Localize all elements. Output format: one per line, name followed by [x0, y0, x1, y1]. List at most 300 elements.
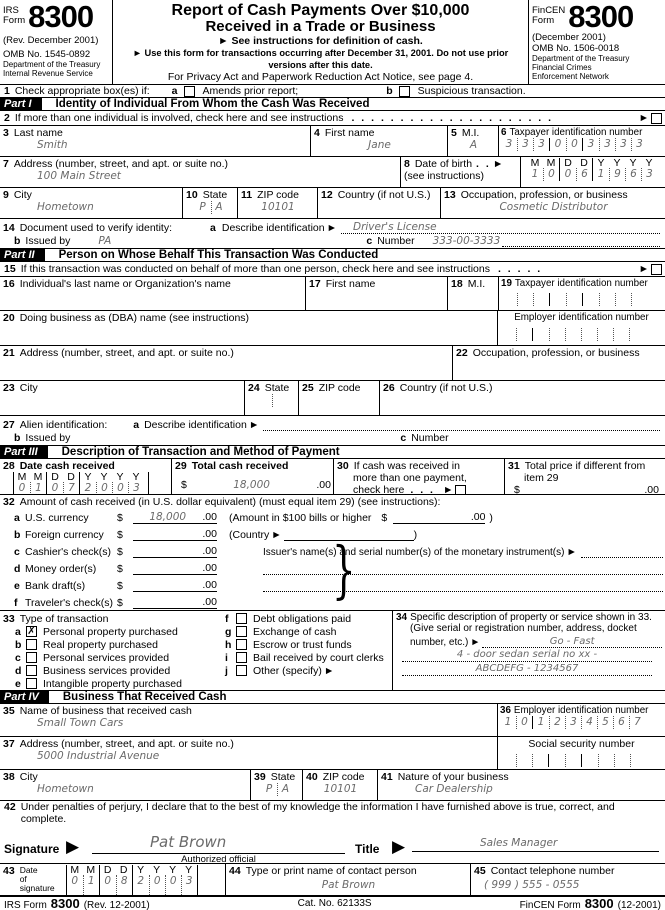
line-1 — [0, 84, 665, 97]
checkbox-exchange-of-cash[interactable] — [236, 626, 247, 637]
digit: 5 — [597, 716, 613, 729]
field-44-contact-person — [225, 864, 470, 895]
checkbox-suspicious-transaction[interactable] — [399, 86, 410, 97]
digit: P — [199, 201, 206, 213]
row-21-22 — [0, 345, 665, 380]
checkbox-multiple-payments[interactable] — [455, 485, 466, 495]
field-33c-tag: c — [15, 651, 21, 664]
field-7-number: 7 — [3, 158, 9, 170]
field-33i-label: Bail received by court clerks — [253, 651, 384, 664]
field-31-total-price — [504, 459, 665, 494]
row-37 — [0, 736, 665, 769]
field-33c-label: Personal services provided — [43, 651, 170, 664]
checkbox-bail-received[interactable] — [236, 652, 247, 663]
checkbox-personal-services[interactable] — [26, 652, 37, 663]
field-12-label: Country (if not U.S.) — [337, 189, 431, 201]
irs-form-word: Form — [3, 14, 26, 26]
field-6-number: 6 — [501, 127, 507, 138]
field-32e-tag: e — [14, 580, 20, 592]
field-18-label: M.I. — [467, 278, 486, 290]
field-14a-label: Describe identification — [221, 222, 325, 234]
digit: 6 — [576, 168, 592, 181]
field-45-contact-phone — [470, 864, 665, 895]
digit: 3 — [615, 138, 631, 151]
field-20-dba — [0, 311, 497, 345]
part-1-tag: Part I — [0, 98, 42, 110]
digit: 0 — [51, 482, 59, 494]
digit: P — [265, 783, 273, 795]
field-32a-value: 18,000 — [149, 511, 187, 523]
field-10-label: State — [202, 189, 228, 201]
row-16-19 — [0, 276, 665, 310]
field-32b-extra: (Country — [229, 529, 270, 541]
field-44-label: Type or print name of contact person — [245, 865, 417, 877]
irs-dept: Department of the Treasury — [3, 60, 101, 69]
field-20-number: 20 — [3, 312, 15, 324]
digit: 0 — [18, 482, 26, 494]
section-33-34 — [0, 610, 665, 690]
field-33-label: Type of transaction — [19, 612, 109, 625]
digit: 0 — [543, 168, 559, 181]
field-43-digits — [66, 865, 198, 895]
ein-label: Employer identification number — [514, 312, 649, 323]
field-22-label: Occupation, profession, or business — [472, 347, 640, 359]
line-15-dot-leader: . . . . . — [497, 263, 543, 275]
field-27b-tag: b — [14, 432, 21, 444]
digit: 7 — [63, 482, 79, 494]
right-arrow-icon: ► — [442, 484, 454, 494]
field-38-value: Hometown — [37, 783, 94, 795]
form-title-line2: Received in a Trade or Business — [205, 18, 436, 35]
field-23-city — [0, 381, 244, 415]
footer-fincen-pre: FinCEN Form — [519, 900, 581, 910]
dollar-sign: $ — [514, 484, 520, 494]
field-11-number: 11 — [241, 189, 253, 201]
field-6-label: Taxpayer identification number — [509, 127, 643, 138]
field-36-label: Employer identification number — [513, 705, 649, 716]
checkbox-real-property[interactable] — [26, 639, 37, 650]
field-26-label: Country (if not U.S.) — [399, 382, 493, 394]
field-6-digits — [501, 138, 663, 151]
field-40-value: 10101 — [323, 783, 358, 795]
field-14-label: Document used to verify identity: — [19, 222, 173, 234]
field-38-city — [0, 770, 250, 800]
field-45-value: ( 999 ) 555 - 0555 — [484, 879, 580, 891]
digit: 3 — [517, 138, 533, 151]
right-arrow-icon: ► — [248, 419, 260, 431]
field-13-occupation — [440, 188, 665, 218]
footer-cat-number: Cat. No. 62133S — [297, 898, 372, 909]
field-40-zip — [302, 770, 377, 800]
line-1a-label: Amends prior report; — [202, 85, 299, 97]
field-14a-value: Driver's License — [352, 221, 437, 233]
field-19-tin — [498, 277, 665, 310]
digit: 7 — [629, 716, 645, 729]
date-header: Y — [132, 471, 140, 483]
checkbox-amends-prior-report[interactable] — [184, 86, 195, 97]
date-header: Y — [185, 864, 193, 876]
date-header: Y — [137, 864, 145, 876]
field-16-label: Individual's last name or Organization's name — [19, 278, 231, 290]
right-arrow-icon: ► — [271, 529, 282, 541]
field-29-label: Total cash received — [191, 460, 289, 472]
field-32c-label: Cashier's check(s) — [25, 546, 112, 558]
dollar-sign: $ — [117, 529, 123, 541]
field-39-state — [250, 770, 302, 800]
privacy-act-line: For Privacy Act and Paperwork Reduction Act Notice, see page 4. — [167, 71, 474, 83]
field-26-number: 26 — [383, 382, 395, 394]
date-header: Y — [613, 157, 621, 169]
dollar-sign: $ — [117, 512, 123, 524]
field-34-description — [392, 611, 665, 690]
field-5-value: A — [469, 139, 478, 151]
digit: 0 — [112, 482, 128, 494]
digit: 1 — [504, 716, 512, 728]
line-1b-label: Suspicious transaction. — [417, 85, 526, 97]
right-arrow-icon: ► — [566, 546, 577, 558]
field-29-value: 18,000 — [233, 479, 270, 491]
dotted-line — [581, 547, 663, 558]
footer-irs — [4, 896, 150, 910]
field-44-value: Pat Brown — [321, 879, 376, 891]
field-36-ein — [497, 704, 665, 736]
date-header: Y — [629, 157, 637, 169]
digit: 0 — [104, 875, 112, 887]
title-label: Title — [355, 842, 380, 856]
date-header: M — [17, 471, 27, 483]
field-27a-tag: a — [133, 419, 140, 431]
field-37-value: 5000 Industrial Avenue — [37, 750, 160, 762]
field-33g-tag: g — [225, 625, 232, 638]
field-19-number: 19 — [501, 278, 512, 289]
field-32-number: 32 — [3, 496, 15, 508]
row-43-45 — [0, 863, 665, 895]
part-1-header — [0, 97, 665, 110]
row-38-41 — [0, 769, 665, 800]
use-form-line: ► Use this form for transactions occurring after December 31, 2001. Do not use prior versions after this date. — [132, 48, 509, 70]
fincen-bureau2: Enforcement Network — [532, 72, 609, 81]
right-arrow-icon: ► — [638, 112, 649, 124]
row-35-36 — [0, 703, 665, 736]
fincen-header-block — [528, 0, 665, 84]
field-32b-tag: b — [14, 529, 21, 541]
line-1-label: Check appropriate box(es) if: — [14, 85, 150, 97]
field-44-number: 44 — [229, 865, 241, 877]
part-2-title: Person on Whose Behalf This Transaction Was Conducted — [58, 249, 379, 261]
field-17-first-name — [305, 277, 447, 310]
field-22-number: 22 — [456, 347, 468, 359]
digit: 3 — [631, 138, 647, 151]
field-12-number: 12 — [321, 189, 333, 201]
field-34-value1: Go - Fast — [482, 636, 662, 648]
field-32c-tag: c — [14, 546, 20, 558]
date-header: M — [530, 157, 540, 169]
row-7-8 — [0, 156, 665, 187]
digit: 3 — [587, 138, 595, 150]
field-10-number: 10 — [186, 189, 198, 201]
ssn-digits-empty — [500, 754, 663, 767]
date-header: Y — [100, 471, 108, 483]
part-3-tag: Part III — [0, 446, 48, 458]
right-arrow-icon: ► — [470, 637, 481, 648]
field-13-value: Cosmetic Distributor — [499, 201, 608, 213]
form-footer — [0, 895, 665, 910]
field-9-city — [0, 188, 182, 218]
field-8-number: 8 — [404, 158, 410, 170]
part-1-title: Identity of Individual From Whom the Cash Was Received — [55, 98, 370, 110]
field-24-label: State — [264, 382, 290, 394]
date-header: D — [119, 864, 128, 876]
digit: 4 — [581, 716, 597, 729]
date-header: D — [103, 864, 112, 876]
field-30-number: 30 — [337, 460, 349, 472]
field-8-label: Date of birth — [414, 158, 473, 170]
field-14b-value: PA — [98, 235, 112, 247]
field-34-line2: (Give serial or registration number, address, docket — [410, 623, 637, 634]
field-33j-label: Other (specify) — [253, 664, 322, 677]
field-28-digits — [13, 472, 149, 494]
cents: .00 — [202, 579, 217, 591]
footer-irs-rev: (Rev. 12-2001) — [83, 900, 150, 910]
field-10-state — [182, 188, 237, 218]
field-42-declaration: Under penalties of perjury, I declare that to the best of my knowledge the information I have furnished above is true, correct, and complete. — [20, 801, 615, 825]
digit: 0 — [165, 875, 181, 895]
field-32d-tag: d — [14, 563, 21, 575]
date-header: Y — [597, 157, 605, 169]
field-3-value: Smith — [37, 139, 68, 151]
part-4-tag: Part IV — [0, 691, 49, 703]
field-28-number: 28 — [3, 460, 15, 472]
digit: 3 — [181, 875, 197, 895]
footer-irs-pre: IRS Form — [4, 900, 47, 910]
digit: 0 — [149, 875, 165, 895]
fincen-form-number: 8300 — [568, 0, 634, 34]
field-37-ssn — [497, 737, 665, 769]
field-4-label: First name — [324, 127, 375, 139]
field-25-number: 25 — [302, 382, 314, 394]
digit: 0 — [566, 138, 582, 151]
date-header: D — [564, 157, 572, 169]
field-32a-label: U.S. currency — [25, 512, 89, 524]
checkbox-escrow-trust[interactable] — [236, 639, 247, 650]
field-7-label: Address (number, street, and apt. or suite no.) — [13, 158, 229, 170]
field-14c-value: 333-00-3333 — [432, 235, 501, 247]
row-14 — [0, 218, 665, 248]
field-3-last-name — [0, 126, 310, 156]
dotted-line — [263, 420, 660, 431]
field-33h-tag: h — [225, 638, 232, 651]
cents: .00 — [470, 511, 486, 523]
part-2-header — [0, 248, 665, 261]
ssn-label: Social security number — [528, 738, 635, 750]
fincen-omb: OMB No. 1506-0018 — [532, 43, 620, 54]
authorized-official-label: Authorized official — [181, 854, 256, 865]
checkbox-behalf-more-than-one[interactable] — [651, 264, 662, 275]
field-33a-label: Personal property purchased — [43, 625, 178, 638]
field-11-zip — [237, 188, 317, 218]
field-11-label: ZIP code — [257, 189, 299, 201]
signature-value[interactable]: Pat Brown — [150, 833, 227, 851]
line-1a-tag: a — [171, 85, 178, 97]
field-20-label: Doing business as (DBA) name (see instructions) — [19, 312, 250, 324]
field-4-number: 4 — [314, 127, 320, 139]
field-45-label: Contact telephone number — [490, 865, 615, 877]
field-33i-tag: i — [225, 651, 228, 664]
field-32a-close: ) — [489, 512, 493, 524]
date-header: Y — [153, 864, 161, 876]
irs-omb: OMB No. 1545-0892 — [3, 49, 91, 60]
date-header: Y — [645, 157, 653, 169]
irs-agency: IRS — [3, 5, 19, 16]
field-25-label: ZIP code — [318, 382, 361, 394]
field-8-digits — [527, 158, 661, 181]
field-17-label: First name — [325, 278, 376, 290]
field-27a-label: Describe identification — [144, 419, 247, 431]
digit: 3 — [565, 716, 581, 729]
dotted-line — [263, 564, 663, 575]
field-34-value3: ABCDEFG - 1234567 — [402, 663, 652, 676]
field-33a-tag: a — [15, 625, 21, 638]
field-3-label: Last name — [13, 127, 63, 139]
right-arrow-icon: ► — [492, 158, 504, 170]
field-19-digits-empty — [501, 293, 663, 306]
checkbox-personal-property[interactable]: ✗ — [27, 625, 36, 637]
field-14c-label: Number — [377, 235, 415, 247]
field-8-dob-label — [400, 157, 520, 187]
field-30-multiple-payments — [333, 459, 504, 494]
field-43-label-3: signature — [19, 883, 55, 893]
field-32f-tag: f — [14, 597, 18, 609]
fincen-agency: FinCEN — [532, 5, 566, 16]
field-33j-tag: j — [225, 664, 228, 677]
row-28-31 — [0, 458, 665, 494]
footer-fincen-number: 8300 — [584, 896, 614, 910]
field-4-value: Jane — [368, 139, 391, 151]
field-43-number: 43 — [3, 865, 15, 877]
field-21-label: Address (number, street, and apt. or suite no.) — [19, 347, 234, 359]
field-33-type-of-transaction — [0, 611, 392, 690]
field-21-number: 21 — [3, 347, 15, 359]
field-8-sublabel: (see instructions) — [404, 170, 484, 182]
checkbox-business-services[interactable] — [26, 665, 37, 676]
field-29-total-cash — [171, 459, 333, 494]
cents: .00 — [202, 596, 217, 608]
field-27c-label: Number — [411, 432, 449, 444]
right-arrow-icon: ► — [638, 263, 649, 275]
cents: .00 — [316, 479, 331, 491]
ein-digits-empty — [500, 328, 663, 341]
field-32a-extra: (Amount in $100 bills or higher — [229, 512, 372, 524]
footer-fincen — [520, 896, 661, 910]
digit: 2 — [84, 482, 92, 494]
digit: 2 — [137, 875, 145, 887]
form-header — [0, 0, 665, 84]
date-header: Y — [84, 471, 92, 483]
field-27-label: Alien identification: — [19, 419, 108, 431]
field-33g-label: Exchange of cash — [253, 625, 337, 638]
field-30-line3: check here — [353, 484, 405, 494]
field-34-number: 34 — [396, 612, 408, 623]
field-13-label: Occupation, profession, or business — [460, 189, 628, 201]
field-31-number: 31 — [508, 460, 520, 472]
field-18-mi — [447, 277, 498, 310]
field-33e-label: Intangible property purchased — [43, 677, 182, 690]
fincen-bureau1: Financial Crimes — [532, 63, 592, 72]
field-14b-label: Issued by — [25, 235, 71, 247]
signature-arrow-icon: ▶ — [66, 837, 80, 856]
field-7-address — [0, 157, 400, 187]
date-header: M — [33, 471, 43, 483]
field-38-label: City — [19, 771, 38, 783]
date-header: M — [546, 157, 556, 169]
field-35-label: Name of business that received cash — [19, 705, 192, 717]
field-33f-tag: f — [225, 612, 229, 625]
checkbox-intangible-property[interactable] — [26, 678, 37, 689]
title-line — [412, 851, 659, 852]
field-38-number: 38 — [3, 771, 15, 783]
title-arrow-icon: ▶ — [392, 837, 406, 856]
field-9-label: City — [13, 189, 32, 201]
field-37-address — [0, 737, 497, 769]
field-32b-close: ) — [413, 529, 418, 541]
checkbox-more-than-one-individual[interactable] — [651, 113, 662, 124]
field-32f-label: Traveler's check(s) — [25, 597, 113, 609]
line-15-label: If this transaction was conducted on behalf of more than one person, check here and see instructions — [20, 263, 490, 275]
right-arrow-icon: ► — [323, 664, 335, 677]
field-33d-label: Business services provided — [43, 664, 171, 677]
field-31-line2: item 29 — [524, 472, 559, 484]
dollar-sign: $ — [117, 563, 123, 575]
field-30-line1: If cash was received in — [353, 460, 460, 472]
digit: 1 — [597, 168, 605, 180]
dollar-sign: $ — [181, 479, 187, 491]
field-14b-tag: b — [14, 235, 21, 247]
digit: 0 — [71, 875, 79, 887]
digit: 3 — [533, 138, 549, 151]
digit: 8 — [116, 875, 132, 895]
row-3-6 — [0, 125, 665, 156]
digit: 3 — [599, 138, 615, 151]
brace-decoration: } — [332, 533, 356, 606]
field-27c-tag: c — [400, 432, 407, 444]
digit: 1 — [83, 875, 99, 895]
digit: 3 — [641, 168, 657, 181]
field-34-value2: 4 - door sedan serial no xx - — [402, 649, 652, 662]
digit: A — [211, 201, 227, 214]
field-34-line1: Specific description of property or service shown in 33. — [410, 612, 652, 623]
footer-irs-number: 8300 — [50, 896, 80, 910]
title-value[interactable]: Sales Manager — [480, 837, 558, 849]
field-43-label-1: Date — [19, 865, 38, 875]
field-9-value: Hometown — [37, 201, 94, 213]
field-26-country — [379, 381, 665, 415]
cents: .00 — [202, 528, 217, 540]
part-4-title: Business That Received Cash — [62, 691, 227, 703]
field-16-number: 16 — [3, 278, 15, 290]
signature-block — [0, 833, 665, 863]
signature-label: Signature — [4, 842, 60, 856]
field-35-business-name — [0, 704, 497, 736]
field-33d-tag: d — [15, 664, 22, 677]
checkbox-debt-obligations[interactable] — [236, 613, 247, 624]
field-32a-tag: a — [14, 512, 20, 524]
field-27-number: 27 — [3, 419, 15, 431]
checkbox-other[interactable] — [236, 665, 247, 676]
part-4-header — [0, 690, 665, 703]
part-3-title: Description of Transaction and Method of Payment — [61, 446, 340, 458]
digit: 3 — [128, 482, 144, 494]
field-19-label: Taxpayer identification number — [514, 278, 648, 289]
